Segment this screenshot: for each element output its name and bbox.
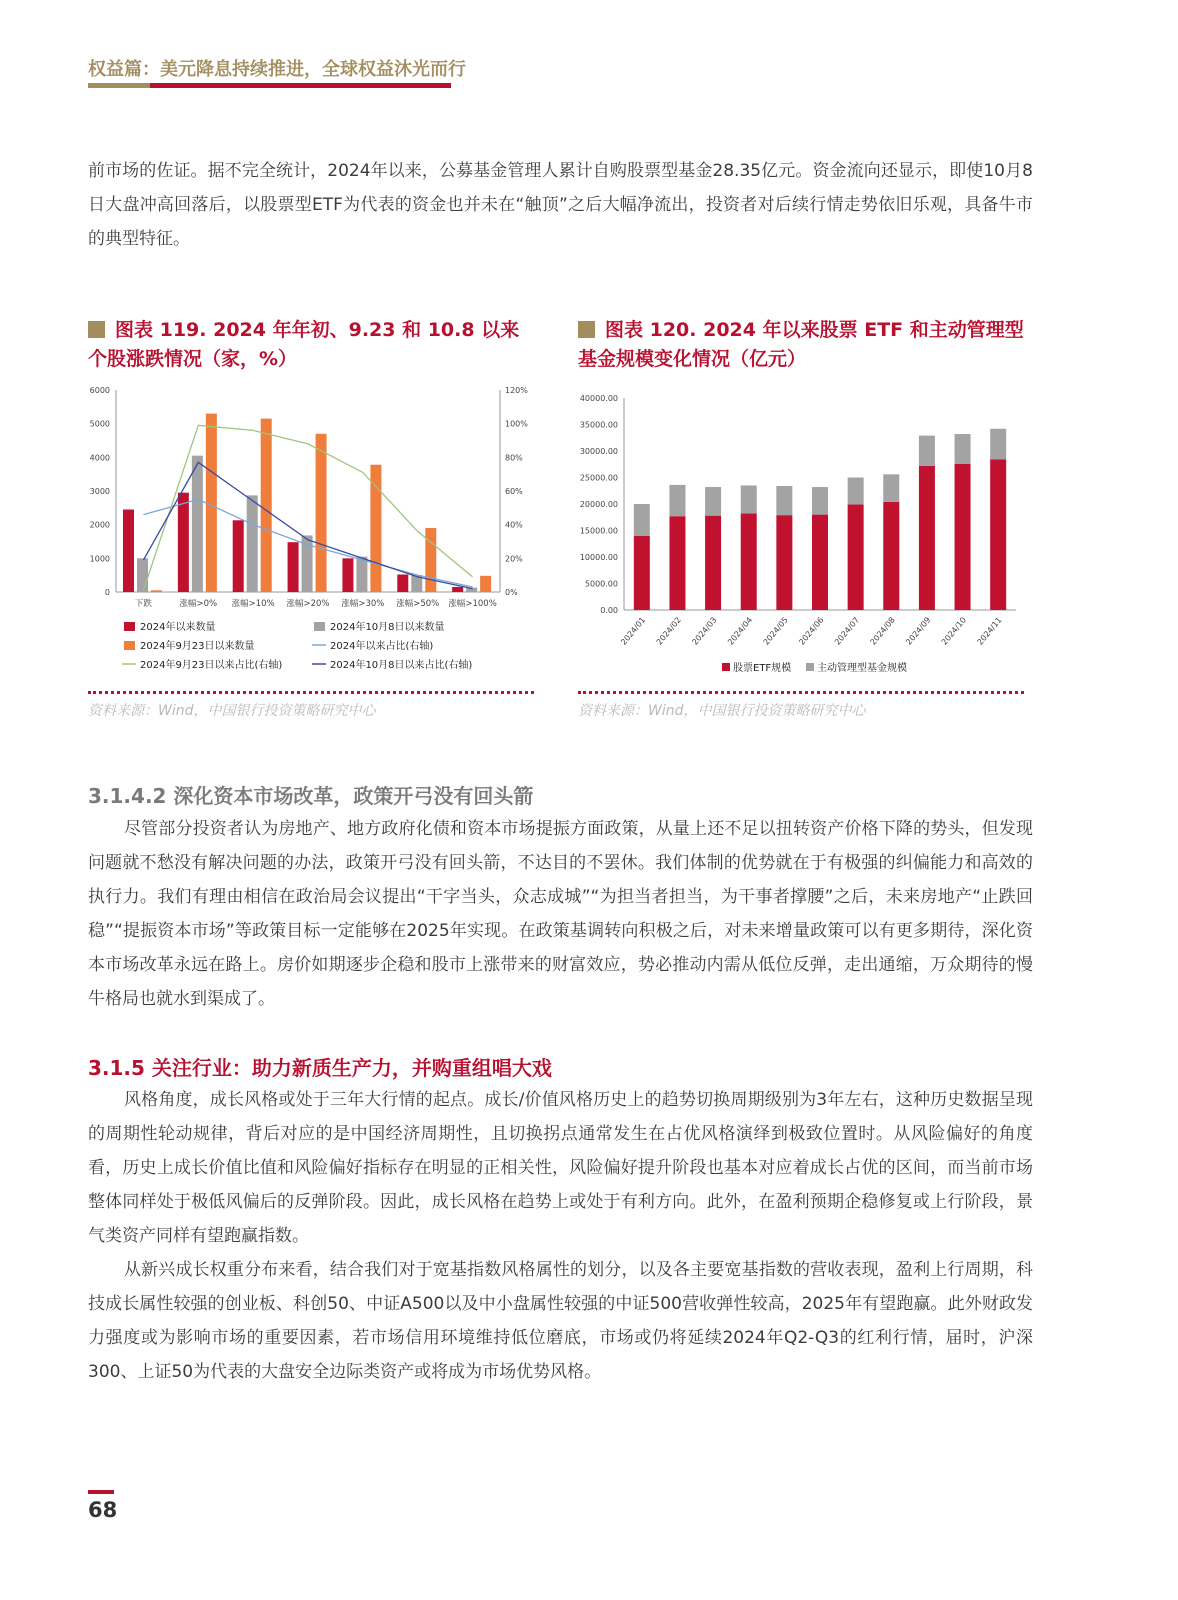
chart119-right-tick: 60% (505, 487, 523, 496)
chart120-y-tick: 0.00 (600, 606, 618, 615)
chart120-y-tick: 15000.00 (579, 526, 618, 536)
chart119 (86, 380, 538, 680)
chart120-bar-etf (669, 516, 685, 610)
chart119-category-label: 涨幅>10% (231, 599, 275, 609)
chart120-category-label: 2024/10 (939, 615, 969, 647)
chart119-bar-sep23 (370, 465, 381, 592)
page-number-accent (88, 1490, 114, 1494)
chart119-right-tick: 40% (505, 520, 523, 530)
chart119-bar-ytd (288, 542, 299, 592)
chart119-bar-ytd (342, 558, 353, 592)
figure119-title-text: 图表 119. 2024 年年初、9.23 和 10.8 以来个股涨跌情况（家，%） (88, 319, 520, 370)
chart119-bar-sep23 (480, 576, 491, 592)
chart120-bar-etf (848, 505, 864, 610)
chart119-left-tick: 2000 (89, 520, 110, 530)
chart120-bar-etf (741, 514, 757, 610)
header-title: 权益篇：美元降息持续推进，全球权益沐光而行 (88, 59, 466, 80)
chart120-bar-etf (883, 502, 899, 610)
chart119-right-tick: 80% (505, 453, 523, 463)
chart120-legend-swatch (806, 663, 814, 671)
chart119-right-tick: 0% (505, 588, 518, 597)
chart119-legend-swatch (314, 622, 325, 631)
chart119-bar-sep23 (151, 590, 162, 592)
chart120-bar-etf (776, 515, 792, 610)
chart119-right-tick: 100% (505, 419, 528, 429)
section-315-paragraph-1: 风格角度，成长风格或处于三年大行情的起点。成长/价值风格历史上的趋势切换周期级别为3年左右，这种历史数据呈现的周期性轮动规律，背后对应的是中国经济周期性，且切换拐点通常发生在占优风格演绎到极致位置时。从风险偏好的角度看，历史上成长价值比值和风险偏好指标存在明显的正相关性，风险偏好提升阶段也基本对应着成长占优的区间，而当前市场整体同样处于极低风偏后的反弹阶段。因此，成长风格在趋势上或处于有利方向。此外，在盈利预期企稳修复或上行阶段，景气类资产同样有望跑赢指数。 (88, 1090, 1033, 1246)
chart119-legend-swatch (124, 622, 135, 631)
chart120-bar-active (955, 434, 971, 464)
chart119-bar-ytd (397, 574, 408, 592)
chart119-bar-oct8 (137, 558, 148, 592)
chart119-legend-label: 2024年10月8日以来数量 (330, 622, 445, 633)
chart119-bar-sep23 (425, 528, 436, 592)
chart120-bar-active (741, 485, 757, 513)
chart119-bar-oct8 (356, 557, 367, 592)
chart119-left-tick: 5000 (89, 419, 110, 429)
chart119-bar-oct8 (247, 495, 258, 592)
chart120-bar-etf (634, 536, 650, 610)
chart120-bar-etf (705, 516, 721, 610)
chart119-category-label: 涨幅>50% (396, 599, 440, 609)
chart119-bar-sep23 (316, 434, 327, 592)
figure119-title (88, 316, 538, 374)
chart119-bar-sep23 (261, 419, 272, 592)
chart120-legend-label: 股票ETF规模 (733, 663, 792, 674)
figure119-divider (88, 691, 534, 694)
chart119-left-tick: 6000 (89, 386, 110, 395)
chart120 (572, 388, 1028, 680)
chart120-bar-active (919, 436, 935, 466)
chart120-y-tick: 35000.00 (579, 420, 618, 430)
chart119-category-label: 涨幅>20% (286, 599, 330, 609)
chart120-category-label: 2024/11 (975, 615, 1004, 647)
chart120-category-label: 2024/06 (797, 615, 826, 647)
chart119-left-tick: 4000 (89, 453, 110, 463)
chart119-legend-label: 2024年以来占比(右轴) (330, 641, 434, 652)
header-bar-red (150, 83, 451, 88)
chart120-category-label: 2024/05 (761, 615, 790, 647)
chart120-category-label: 2024/02 (654, 615, 683, 647)
chart120-category-label: 2024/03 (690, 615, 719, 647)
chart120-category-label: 2024/01 (619, 615, 648, 647)
chart120-bar-etf (919, 466, 935, 610)
section-3142-heading: 3.1.4.2 深化资本市场改革，政策开弓没有回头箭 (88, 784, 534, 808)
figure-marker-square (578, 321, 595, 338)
chart119-category-label: 下跌 (134, 599, 152, 609)
chart119-legend-label: 2024年10月8日以来占比(右轴) (330, 660, 473, 671)
header-bar-gold (88, 83, 150, 88)
chart119-left-tick: 3000 (89, 487, 110, 496)
chart120-bar-active (705, 487, 721, 516)
chart120-bar-active (990, 429, 1006, 460)
chart120-y-tick: 40000.00 (579, 394, 618, 403)
chart119-bar-sep23 (206, 414, 217, 592)
chart120-legend-swatch (722, 663, 730, 671)
chart119-bar-ytd (178, 493, 189, 592)
chart120-category-label: 2024/09 (904, 615, 933, 647)
chart120-category-label: 2024/08 (868, 615, 897, 647)
chart119-bar-oct8 (192, 456, 203, 592)
chart120-bar-etf (990, 459, 1006, 610)
section-3142-paragraph: 尽管部分投资者认为房地产、地方政府化债和资本市场提振方面政策，从量上还不足以扭转资产价格下降的势头，但发现问题就不愁没有解决问题的办法，政策开弓没有回头箭，不达目的不罢休。我们体制的优势就在于有极强的纠偏能力和高效的执行力。我们有理由相信在政治局会议提出“干字当头，众志成城”“为担当者担当，为干事者撑腰”之后，未来房地产“止跌回稳”“提振资本市场”等政策目标一定能够在2025年实现。在政策基调转向积极之后，对未来增量政策可以有更多期待，深化资本市场改革永远在路上。房价如期逐步企稳和股市上涨带来的财富效应，势必推动内需从低位反弹，走出通缩，万众期待的慢牛格局也就水到渠成了。 (88, 819, 1033, 1009)
chart120-category-label: 2024/04 (726, 615, 755, 647)
figure120-source: 资料来源：Wind，中国银行投资策略研究中心 (578, 703, 866, 719)
chart120-bar-active (848, 478, 864, 505)
chart119-bar-ytd (123, 510, 134, 592)
figure-marker-square (88, 321, 105, 338)
chart119-bar-ytd (233, 520, 244, 592)
figure120-title-text: 图表 120. 2024 年以来股票 ETF 和主动管理型基金规模变化情况（亿元） (578, 319, 1024, 370)
figure120-divider (578, 691, 1024, 694)
chart120-bar-etf (955, 464, 971, 610)
chart119-bar-ytd (452, 587, 463, 592)
section-315-heading: 3.1.5 关注行业：助力新质生产力，并购重组唱大戏 (88, 1056, 552, 1080)
chart120-y-tick: 25000.00 (579, 473, 618, 483)
chart120-bar-active (812, 487, 828, 515)
chart120-bar-active (776, 486, 792, 515)
chart119-category-label: 涨幅>0% (179, 599, 218, 609)
chart119-legend-swatch (124, 641, 135, 650)
chart120-y-tick: 30000.00 (579, 447, 618, 456)
chart119-category-label: 涨幅>30% (341, 599, 385, 609)
chart119-category-label: 涨幅>100% (448, 599, 497, 609)
chart120-y-tick: 5000.00 (584, 579, 618, 589)
chart119-legend-label: 2024年9月23日以来占比(右轴) (140, 660, 283, 671)
chart120-bar-active (669, 485, 685, 516)
chart119-right-tick: 20% (505, 554, 523, 564)
intro-paragraph: 前市场的佐证。据不完全统计，2024年以来，公募基金管理人累计自购股票型基金28.35亿元。资金流向还显示，即使10月8日大盘冲高回落后，以股票型ETF为代表的资金也并未在“触顶”之后大幅净流出，投资者对后续行情走势依旧乐观，具备牛市的典型特征。 (88, 161, 1033, 249)
chart120-legend-label: 主动管理型基金规模 (817, 663, 907, 674)
chart120-bar-active (883, 474, 899, 502)
chart120-category-label: 2024/07 (832, 615, 862, 647)
chart120-y-tick: 10000.00 (579, 553, 618, 562)
page-number: 68 (88, 1498, 118, 1522)
chart119-right-tick: 120% (505, 386, 528, 395)
section-315-paragraph-2: 从新兴成长权重分布来看，结合我们对于宽基指数风格属性的划分，以及各主要宽基指数的营收表现，盈利上行周期，科技成长属性较强的创业板、科创50、中证A500以及中小盘属性较强的中证500营收弹性较高，2025年有望跑赢。此外财政发力强度或为影响市场的重要因素，若市场信用环境维持低位磨底，市场或仍将延续2024年Q2-Q3的红利行情，届时，沪深300、上证50为代表的大盘安全边际类资产或将成为市场优势风格。 (88, 1260, 1033, 1382)
figure120-title (578, 316, 1028, 374)
chart119-left-tick: 0 (104, 588, 110, 597)
chart119-legend-label: 2024年9月23日以来数量 (140, 641, 255, 652)
chart119-left-tick: 1000 (89, 554, 110, 564)
chart120-y-tick: 20000.00 (579, 500, 618, 509)
chart120-bar-active (634, 504, 650, 536)
chart119-legend-label: 2024年以来数量 (140, 622, 216, 633)
chart120-bar-etf (812, 515, 828, 610)
figure119-source: 资料来源：Wind，中国银行投资策略研究中心 (88, 703, 376, 719)
